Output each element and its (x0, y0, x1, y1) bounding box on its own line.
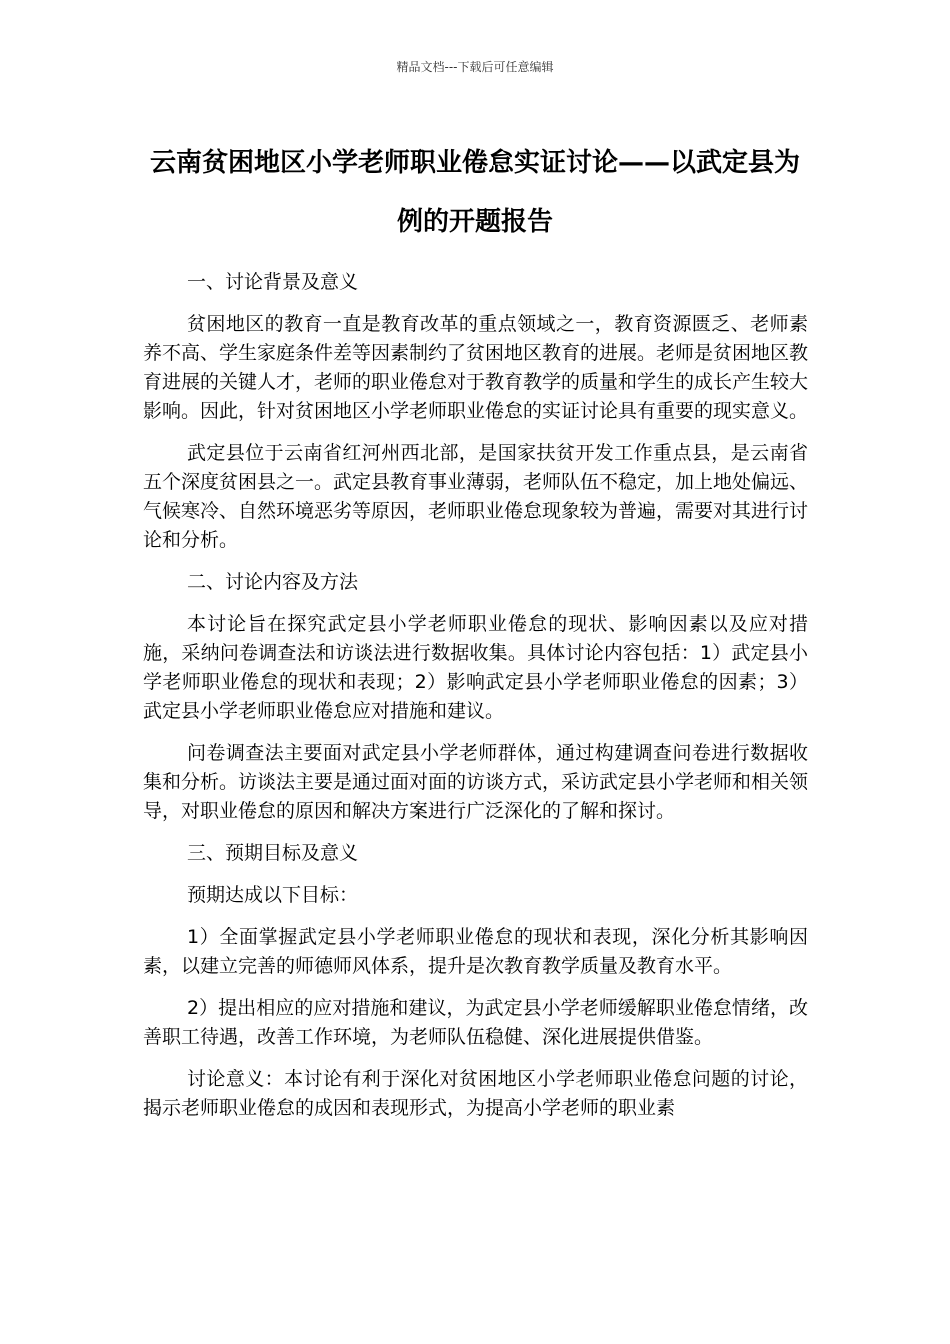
section-heading-goals: 三、预期目标及意义 (187, 842, 359, 864)
paragraph: 贫困地区的教育一直是教育改革的重点领域之一，教育资源匮乏、老师素养不高、学生家庭条件差等因素制约了贫困地区教育的进展。老师是贫困地区教育进展的关键人才，老师的职业倦怠对于教育教学的质量和学生的成长产生较大影响。因此，针对贫困地区小学老师职业倦怠的实证讨论具有重要的现实意义。 (143, 313, 809, 422)
header-note: 精品文档---下载后可任意编辑 (396, 60, 554, 74)
paragraph: 武定县位于云南省红河州西北部，是国家扶贫开发工作重点县，是云南省五个深度贫困县之一。武定县教育事业薄弱，老师队伍不稳定，加上地处偏远、气候寒冷、自然环境恶劣等原因，老师职业倦怠现象较为普遍，需要对其进行讨论和分析。 (143, 442, 809, 551)
section-heading-background: 一、讨论背景及意义 (187, 271, 359, 293)
document-body (143, 268, 808, 1136)
paragraph: 讨论意义：本讨论有利于深化对贫困地区小学老师职业倦怠问题的讨论，揭示老师职业倦怠的成因和表现形式，为提高小学老师的职业素 (143, 1068, 808, 1119)
paragraph: 2）提出相应的应对措施和建议，为武定县小学老师缓解职业倦怠情绪，改善职工待遇，改善工作环境，为老师队伍稳健、深化进展提供借鉴。 (143, 997, 808, 1048)
section-heading-content-method: 二、讨论内容及方法 (187, 571, 359, 593)
paragraph: 本讨论旨在探究武定县小学老师职业倦怠的现状、影响因素以及应对措施，采纳问卷调查法和访谈法进行数据收集。具体讨论内容包括：1）武定县小学老师职业倦怠的现状和表现；2）影响武定县小学老师职业倦怠的因素；3）武定县小学老师职业倦怠应对措施和建议。 (143, 613, 808, 722)
paragraph: 预期达成以下目标： (187, 884, 359, 906)
paragraph: 问卷调查法主要面对武定县小学老师群体，通过构建调查问卷进行数据收集和分析。访谈法主要是通过面对面的访谈方式，采访武定县小学老师和相关领导，对职业倦怠的原因和解决方案进行广泛深化的了解和探讨。 (143, 742, 809, 822)
paragraph: 1）全面掌握武定县小学老师职业倦怠的现状和表现，深化分析其影响因素，以建立完善的师德师风体系，提升是次教育教学质量及教育水平。 (143, 926, 808, 977)
document-title: 云南贫困地区小学老师职业倦怠实证讨论——以武定县为例的开题报告 (149, 148, 800, 237)
